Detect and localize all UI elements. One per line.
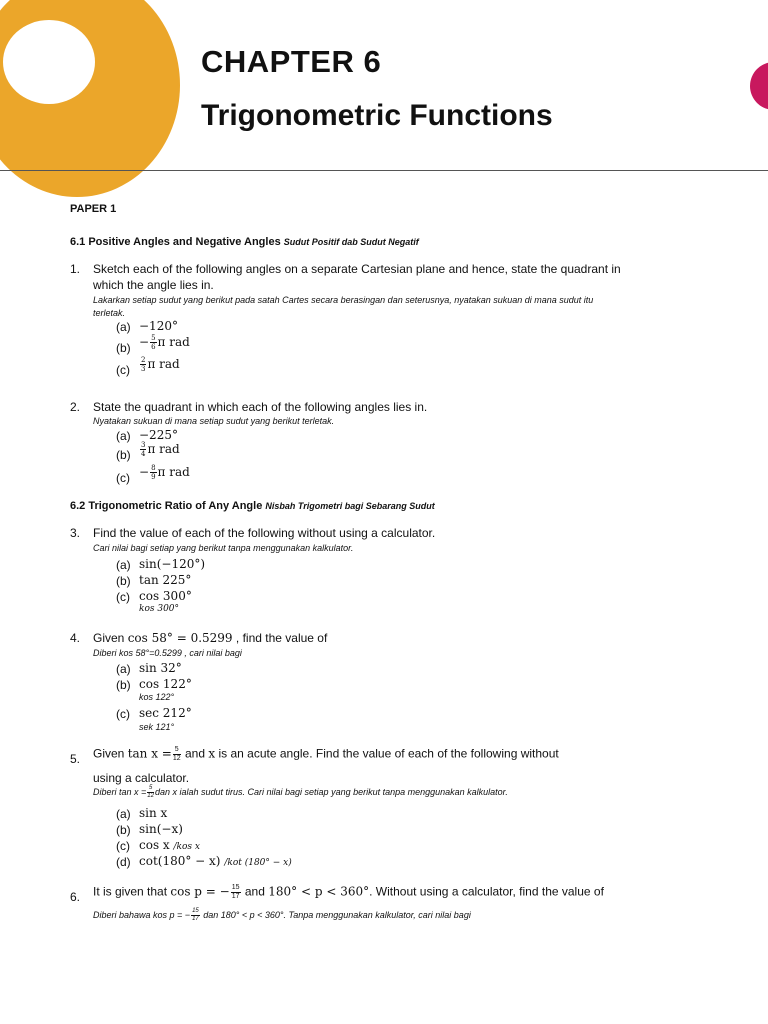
question-text — [93, 884, 604, 901]
fraction — [140, 441, 146, 458]
item-translation: kos 122° — [139, 692, 175, 702]
item-math: sin(−x) — [139, 822, 183, 836]
numerator: 5 — [148, 785, 153, 791]
fraction — [150, 464, 156, 481]
denominator: 6 — [151, 343, 156, 351]
minus-sign: − — [139, 335, 150, 349]
translation-pre: Diberi tan x = — [93, 786, 147, 797]
question-number: 5. — [70, 752, 81, 766]
item-math — [139, 356, 180, 373]
item-label: (a) — [116, 558, 131, 572]
question-translation: Nyatakan sukuan di mana setiap sudut yang berikut terletak. — [93, 416, 335, 426]
item-label: (b) — [116, 448, 131, 462]
fraction — [147, 785, 154, 800]
paper-label: PAPER 1 — [70, 203, 117, 215]
item-math — [139, 854, 292, 868]
chapter-heading: CHAPTER 6 — [201, 44, 382, 79]
section-title: 6.2 Trigonometric Ratio of Any Angle — [70, 500, 263, 512]
translation-post: dan 180° < p < 360°. Tanpa menggunakan kalkulator, cari nilai bagi — [203, 909, 471, 920]
question-math: 180° < p < 360° — [268, 884, 370, 899]
fraction — [231, 884, 241, 901]
question-translation — [93, 908, 471, 923]
denominator: 4 — [141, 450, 146, 458]
question-translation: Diberi kos 58°=0.5299 , cari nilai bagi — [93, 648, 242, 658]
question-math: cos 58° = 0.5299 — [127, 631, 233, 645]
question-translation: terletak. — [93, 308, 126, 318]
item-label: (b) — [116, 678, 131, 692]
item-label: (a) — [116, 429, 131, 443]
item-math: sin(−120°) — [139, 557, 206, 571]
denominator: 12 — [147, 793, 154, 799]
item-math: −225° — [139, 428, 178, 442]
item-unit: π rad — [157, 335, 190, 349]
section-translation: Sudut Positif dab Sudut Negatif — [283, 237, 419, 247]
question-number: 3. — [70, 526, 81, 540]
question-text: Sketch each of the following angles on a separate Cartesian plane and hence, state the quadrant in — [93, 262, 621, 276]
item-translation: sek 121° — [139, 722, 175, 732]
question-text — [93, 631, 327, 645]
item-math: sin 32° — [139, 661, 182, 675]
question-number: 4. — [70, 631, 81, 645]
item-label: (c) — [116, 590, 130, 604]
item-label: (b) — [116, 341, 131, 355]
section-heading-6-2 — [70, 500, 435, 512]
question-math: cos p = − — [170, 884, 230, 899]
item-label: (b) — [116, 574, 131, 588]
fraction — [191, 908, 200, 923]
fraction — [140, 356, 146, 373]
item-math: tan 225° — [139, 573, 192, 587]
item-translation: kos 300° — [139, 604, 180, 614]
item-label: (c) — [116, 471, 130, 485]
question-number: 2. — [70, 400, 81, 414]
question-translation: Lakarkan setiap sudut yang berikut pada satah Cartes secara berasingan dan seterusnya, nyatakan sukuan di mana sudut itu — [93, 295, 594, 305]
item-label: (a) — [116, 662, 131, 676]
numerator: 2 — [141, 356, 146, 364]
question-text-pre: Given — [93, 746, 125, 761]
item-translation: /kos x — [173, 842, 200, 852]
question-variable: x — [208, 746, 216, 761]
question-text-pre: It is given that — [93, 884, 168, 899]
question-translation — [93, 785, 508, 800]
translation-pre: Diberi bahawa kos p = − — [93, 909, 191, 920]
numerator: 5 — [174, 746, 179, 753]
item-label: (d) — [116, 855, 131, 869]
item-label: (a) — [116, 807, 131, 821]
question-text-pre: Given — [93, 631, 125, 645]
translation-post: dan x ialah sudut tirus. Cari nilai bagi setiap yang berikut tanpa menggunakan kalkulator. — [154, 786, 508, 797]
item-math — [139, 464, 190, 481]
numerator: 5 — [151, 334, 156, 342]
ring-hole — [3, 20, 95, 104]
question-text-mid: and — [244, 884, 265, 899]
denominator: 3 — [141, 365, 146, 373]
item-math: sec 212° — [139, 706, 192, 720]
item-value: cot(180° − x) — [139, 854, 221, 868]
fraction — [150, 334, 156, 351]
item-label: (c) — [116, 839, 130, 853]
numerator: 3 — [141, 441, 146, 449]
item-value: cos x — [139, 838, 170, 852]
header-divider — [0, 170, 768, 171]
denominator: 12 — [172, 755, 181, 762]
minus-sign: − — [139, 465, 150, 479]
question-number: 6. — [70, 890, 81, 904]
question-text: which the angle lies in. — [93, 278, 214, 292]
question-translation: Cari nilai bagi setiap yang berikut tanpa menggunakan kalkulator. — [93, 543, 354, 553]
item-unit: π rad — [157, 465, 190, 479]
item-unit: π rad — [147, 442, 180, 456]
chapter-title: Trigonometric Functions — [201, 99, 553, 132]
question-text: using a calculator. — [93, 771, 190, 785]
denominator: 17 — [231, 893, 240, 900]
item-label: (a) — [116, 320, 131, 334]
question-text-post: , find the value of — [235, 631, 328, 645]
question-text-post: is an acute angle. Find the value of each of the following without — [218, 746, 559, 761]
item-math: −120° — [139, 319, 178, 333]
item-label: (c) — [116, 707, 130, 721]
section-title: 6.1 Positive Angles and Negative Angles — [70, 236, 281, 248]
question-math: tan x = — [127, 746, 172, 761]
section-heading-6-1 — [70, 236, 419, 248]
section-translation: Nisbah Trigometri bagi Sebarang Sudut — [265, 501, 435, 511]
item-math: cos 122° — [139, 677, 192, 691]
question-text-post: . Without using a calculator, find the value of — [369, 884, 604, 899]
item-math — [139, 838, 200, 852]
question-text: Find the value of each of the following without using a calculator. — [93, 526, 436, 540]
numerator: 8 — [151, 464, 156, 472]
item-math — [139, 334, 190, 351]
denominator: 17 — [192, 916, 199, 922]
question-text — [93, 746, 559, 763]
item-math: sin x — [139, 806, 168, 820]
numerator: 15 — [231, 884, 240, 891]
question-number: 1. — [70, 262, 81, 276]
fraction — [173, 746, 181, 763]
numerator: 15 — [192, 908, 199, 914]
item-label: (c) — [116, 363, 130, 377]
question-text-mid: and — [185, 746, 206, 761]
item-label: (b) — [116, 823, 131, 837]
orange-ring-decoration — [0, 0, 180, 197]
item-unit: π rad — [147, 357, 180, 371]
denominator: 9 — [151, 473, 156, 481]
question-text: State the quadrant in which each of the following angles lies in. — [93, 400, 428, 414]
pink-circle-decoration — [750, 62, 768, 110]
item-math — [139, 441, 180, 458]
item-math: cos 300° — [139, 589, 192, 603]
item-translation: /kot (180° − x) — [224, 858, 292, 868]
